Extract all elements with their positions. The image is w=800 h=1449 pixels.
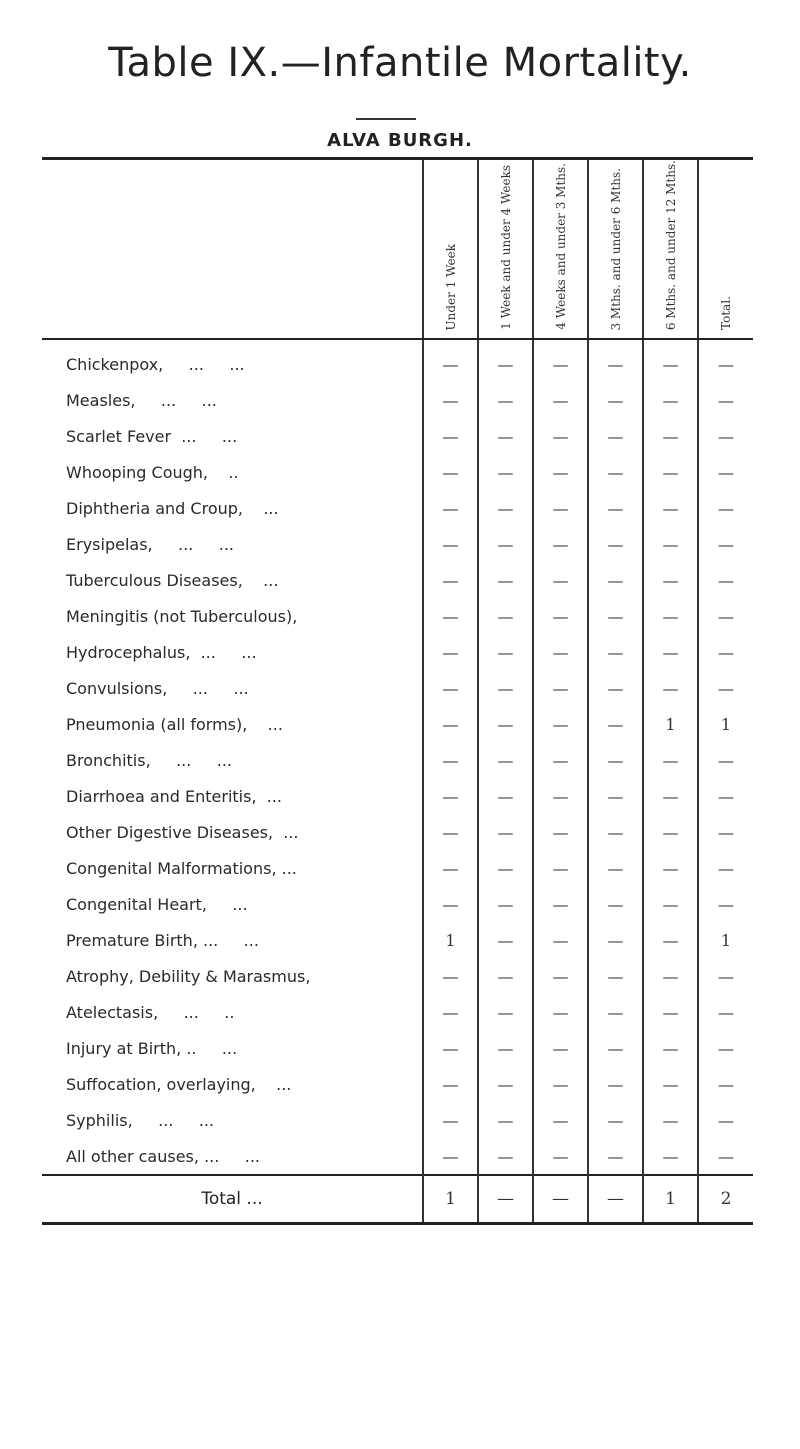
table-cell: — bbox=[698, 1066, 753, 1102]
cause-label: Tuberculous Diseases, ... bbox=[66, 570, 279, 590]
total-row bbox=[42, 1175, 753, 1224]
table-cell: — bbox=[423, 886, 478, 922]
mortality-table bbox=[42, 157, 753, 1225]
column-header bbox=[698, 159, 753, 340]
page-subtitle: ALVA BURGH. bbox=[327, 130, 473, 151]
table-cell: — bbox=[643, 598, 698, 634]
cause-label: Injury at Birth, .. ... bbox=[66, 1038, 238, 1058]
table-row bbox=[42, 922, 753, 958]
cause-label: Syphilis, ... ... bbox=[66, 1110, 215, 1130]
table-cell: — bbox=[478, 742, 533, 778]
table-row bbox=[42, 706, 753, 742]
table-cell: — bbox=[533, 634, 588, 670]
table-row bbox=[42, 958, 753, 994]
table-cell: 1 bbox=[698, 922, 753, 958]
total-cell: — bbox=[478, 1175, 533, 1224]
table-row bbox=[42, 1066, 753, 1102]
table-cell: — bbox=[423, 994, 478, 1030]
table-cell: — bbox=[423, 706, 478, 742]
table-cell: — bbox=[478, 1138, 533, 1175]
table-cell: — bbox=[423, 526, 478, 562]
table-cell: — bbox=[643, 339, 698, 382]
table-cell: — bbox=[643, 1102, 698, 1138]
table-cell: — bbox=[478, 778, 533, 814]
table-row bbox=[42, 598, 753, 634]
table-cell: — bbox=[588, 958, 643, 994]
table-cell: — bbox=[588, 886, 643, 922]
cause-label: Convulsions, ... ... bbox=[66, 678, 249, 698]
table-cell: — bbox=[643, 814, 698, 850]
table-cell: — bbox=[588, 454, 643, 490]
table-cell: — bbox=[533, 339, 588, 382]
table-cell: — bbox=[643, 958, 698, 994]
table-cell: — bbox=[588, 670, 643, 706]
table-cell: — bbox=[643, 886, 698, 922]
cause-label: Premature Birth, ... ... bbox=[66, 930, 259, 950]
cause-label: Chickenpox, ... ... bbox=[66, 354, 245, 374]
title-rule bbox=[356, 118, 416, 120]
cause-label: Atrophy, Debility & Marasmus, bbox=[66, 966, 311, 986]
cause-label: Whooping Cough, .. bbox=[66, 462, 239, 482]
column-header bbox=[478, 159, 533, 340]
table-row bbox=[42, 814, 753, 850]
table-cell: — bbox=[533, 598, 588, 634]
table-cell: — bbox=[423, 562, 478, 598]
table-cell: 1 bbox=[698, 706, 753, 742]
table-cell: — bbox=[478, 634, 533, 670]
table-cell: — bbox=[533, 1102, 588, 1138]
cause-label: Other Digestive Diseases, ... bbox=[66, 822, 299, 842]
table-cell: — bbox=[643, 526, 698, 562]
table-cell: — bbox=[698, 634, 753, 670]
table-cell: — bbox=[423, 850, 478, 886]
table-cell: — bbox=[643, 454, 698, 490]
table-cell: — bbox=[423, 490, 478, 526]
table-cell: — bbox=[423, 958, 478, 994]
table-cell: — bbox=[588, 418, 643, 454]
table-cell: — bbox=[588, 850, 643, 886]
table-cell: — bbox=[423, 1138, 478, 1175]
table-cell: — bbox=[478, 339, 533, 382]
table-cell: — bbox=[478, 994, 533, 1030]
table-cell: — bbox=[698, 742, 753, 778]
table-cell: — bbox=[588, 742, 643, 778]
table-cell: — bbox=[533, 886, 588, 922]
table-cell: — bbox=[533, 922, 588, 958]
table-cell: — bbox=[698, 958, 753, 994]
table-cell: — bbox=[643, 1030, 698, 1066]
table-cell: — bbox=[588, 382, 643, 418]
table-cell: — bbox=[533, 814, 588, 850]
table-row bbox=[42, 886, 753, 922]
table-cell: — bbox=[643, 850, 698, 886]
header-row bbox=[42, 159, 753, 340]
table-cell: — bbox=[588, 778, 643, 814]
table-cell: — bbox=[588, 339, 643, 382]
table-row bbox=[42, 994, 753, 1030]
total-cell: 2 bbox=[698, 1175, 753, 1224]
page-title: Table IX.—Infantile Mortality. bbox=[108, 40, 692, 86]
column-header bbox=[643, 159, 698, 340]
table-row bbox=[42, 526, 753, 562]
table-cell: — bbox=[478, 706, 533, 742]
table-cell: — bbox=[478, 1066, 533, 1102]
table-cell: — bbox=[643, 778, 698, 814]
table-cell: — bbox=[533, 778, 588, 814]
total-cell: — bbox=[533, 1175, 588, 1224]
table-cell: — bbox=[478, 562, 533, 598]
table-cell: — bbox=[698, 778, 753, 814]
table-cell: — bbox=[698, 418, 753, 454]
table-cell: — bbox=[588, 1102, 643, 1138]
table-cell: — bbox=[698, 1102, 753, 1138]
cause-label: Bronchitis, ... ... bbox=[66, 750, 233, 770]
table-cell: — bbox=[588, 526, 643, 562]
table-cell: — bbox=[643, 562, 698, 598]
column-header-label: 6 Mths. and under 12 Mths. bbox=[663, 160, 678, 331]
cause-label: Congenital Malformations, ... bbox=[66, 858, 297, 878]
table-cell: — bbox=[478, 886, 533, 922]
table-row bbox=[42, 670, 753, 706]
table-cell: — bbox=[588, 598, 643, 634]
table-cell: — bbox=[423, 634, 478, 670]
table-cell: — bbox=[533, 742, 588, 778]
cause-header-blank bbox=[42, 159, 423, 340]
column-header-label: Under 1 Week bbox=[443, 243, 458, 331]
table-cell: — bbox=[533, 1138, 588, 1175]
table-cell: — bbox=[698, 850, 753, 886]
total-cell: 1 bbox=[643, 1175, 698, 1224]
cause-label: Congenital Heart, ... bbox=[66, 894, 248, 914]
table-row bbox=[42, 339, 753, 382]
table-cell: — bbox=[588, 1066, 643, 1102]
table-cell: — bbox=[533, 418, 588, 454]
table-row bbox=[42, 1138, 753, 1175]
table-row bbox=[42, 454, 753, 490]
table-cell: — bbox=[698, 454, 753, 490]
cause-label: Hydrocephalus, ... ... bbox=[66, 642, 257, 662]
table-cell: — bbox=[423, 418, 478, 454]
table-cell: — bbox=[478, 1030, 533, 1066]
cause-label: Pneumonia (all forms), ... bbox=[66, 714, 283, 734]
cause-label: Suffocation, overlaying, ... bbox=[66, 1074, 292, 1094]
total-label: Total ... bbox=[42, 1175, 423, 1224]
table-cell: — bbox=[533, 490, 588, 526]
table-cell: — bbox=[423, 670, 478, 706]
table-row bbox=[42, 634, 753, 670]
table-cell: — bbox=[423, 598, 478, 634]
total-cell: — bbox=[588, 1175, 643, 1224]
table-cell: — bbox=[588, 994, 643, 1030]
table-cell: — bbox=[478, 418, 533, 454]
table-cell: — bbox=[643, 634, 698, 670]
table-cell: — bbox=[423, 382, 478, 418]
table-cell: — bbox=[588, 634, 643, 670]
table-cell: — bbox=[533, 994, 588, 1030]
table-cell: — bbox=[698, 994, 753, 1030]
table-cell: — bbox=[643, 922, 698, 958]
table-row bbox=[42, 742, 753, 778]
table-cell: — bbox=[588, 562, 643, 598]
table-cell: — bbox=[588, 814, 643, 850]
table-cell: — bbox=[478, 490, 533, 526]
table-cell: — bbox=[698, 339, 753, 382]
total-cell: 1 bbox=[423, 1175, 478, 1224]
table-cell: — bbox=[533, 706, 588, 742]
table-cell: — bbox=[698, 490, 753, 526]
table-cell: — bbox=[533, 670, 588, 706]
table-cell: — bbox=[533, 1066, 588, 1102]
table-cell: — bbox=[698, 598, 753, 634]
table-cell: — bbox=[698, 526, 753, 562]
cause-label: Scarlet Fever ... ... bbox=[66, 426, 238, 446]
cause-label: Meningitis (not Tuberculous), bbox=[66, 606, 298, 626]
table-cell: — bbox=[478, 526, 533, 562]
table-cell: 1 bbox=[643, 706, 698, 742]
table-cell: — bbox=[423, 814, 478, 850]
table-cell: — bbox=[423, 454, 478, 490]
table-cell: — bbox=[423, 1066, 478, 1102]
table-cell: — bbox=[533, 562, 588, 598]
table-cell: — bbox=[588, 706, 643, 742]
table-row bbox=[42, 490, 753, 526]
table-cell: — bbox=[478, 922, 533, 958]
table-cell: — bbox=[533, 958, 588, 994]
table-cell: — bbox=[643, 742, 698, 778]
table-cell: — bbox=[478, 670, 533, 706]
table-cell: — bbox=[643, 994, 698, 1030]
column-header-label: 4 Weeks and under 3 Mths. bbox=[553, 163, 568, 331]
table-row bbox=[42, 850, 753, 886]
table-row bbox=[42, 1102, 753, 1138]
table-cell: — bbox=[423, 778, 478, 814]
column-header bbox=[533, 159, 588, 340]
cause-label: Measles, ... ... bbox=[66, 390, 217, 410]
table-cell: — bbox=[643, 1066, 698, 1102]
table-cell: — bbox=[698, 1138, 753, 1175]
table-row bbox=[42, 1030, 753, 1066]
column-header-label: 1 Week and under 4 Weeks bbox=[498, 165, 513, 331]
table-cell: — bbox=[423, 339, 478, 382]
table-cell: — bbox=[478, 814, 533, 850]
table-cell: — bbox=[698, 670, 753, 706]
table-cell: — bbox=[533, 454, 588, 490]
table-cell: 1 bbox=[423, 922, 478, 958]
column-header bbox=[588, 159, 643, 340]
table-cell: — bbox=[588, 1030, 643, 1066]
table-cell: — bbox=[533, 850, 588, 886]
column-header-label: 3 Mths. and under 6 Mths. bbox=[608, 167, 623, 331]
table-row bbox=[42, 562, 753, 598]
table-cell: — bbox=[588, 922, 643, 958]
table-cell: — bbox=[478, 598, 533, 634]
table-cell: — bbox=[643, 490, 698, 526]
table-cell: — bbox=[698, 562, 753, 598]
table-row bbox=[42, 382, 753, 418]
table-cell: — bbox=[643, 382, 698, 418]
cause-label: Diphtheria and Croup, ... bbox=[66, 498, 279, 518]
table-cell: — bbox=[423, 1102, 478, 1138]
table-row bbox=[42, 778, 753, 814]
table-cell: — bbox=[698, 814, 753, 850]
table-cell: — bbox=[588, 490, 643, 526]
column-header-label: Total. bbox=[719, 296, 733, 331]
table-cell: — bbox=[478, 850, 533, 886]
table-cell: — bbox=[478, 1102, 533, 1138]
table-cell: — bbox=[423, 1030, 478, 1066]
table-cell: — bbox=[698, 1030, 753, 1066]
table-cell: — bbox=[533, 1030, 588, 1066]
table-cell: — bbox=[643, 670, 698, 706]
table-row bbox=[42, 418, 753, 454]
table-cell: — bbox=[478, 958, 533, 994]
table-cell: — bbox=[643, 418, 698, 454]
cause-label: Diarrhoea and Enteritis, ... bbox=[66, 786, 282, 806]
cause-label: All other causes, ... ... bbox=[66, 1146, 261, 1166]
table-cell: — bbox=[533, 526, 588, 562]
column-header bbox=[423, 159, 478, 340]
table-cell: — bbox=[698, 382, 753, 418]
cause-label: Erysipelas, ... ... bbox=[66, 534, 234, 554]
table-cell: — bbox=[423, 742, 478, 778]
cause-label: Atelectasis, ... .. bbox=[66, 1002, 235, 1022]
table-cell: — bbox=[588, 1138, 643, 1175]
table-cell: — bbox=[478, 382, 533, 418]
table-cell: — bbox=[643, 1138, 698, 1175]
table-cell: — bbox=[478, 454, 533, 490]
table-cell: — bbox=[533, 382, 588, 418]
table-cell: — bbox=[698, 886, 753, 922]
